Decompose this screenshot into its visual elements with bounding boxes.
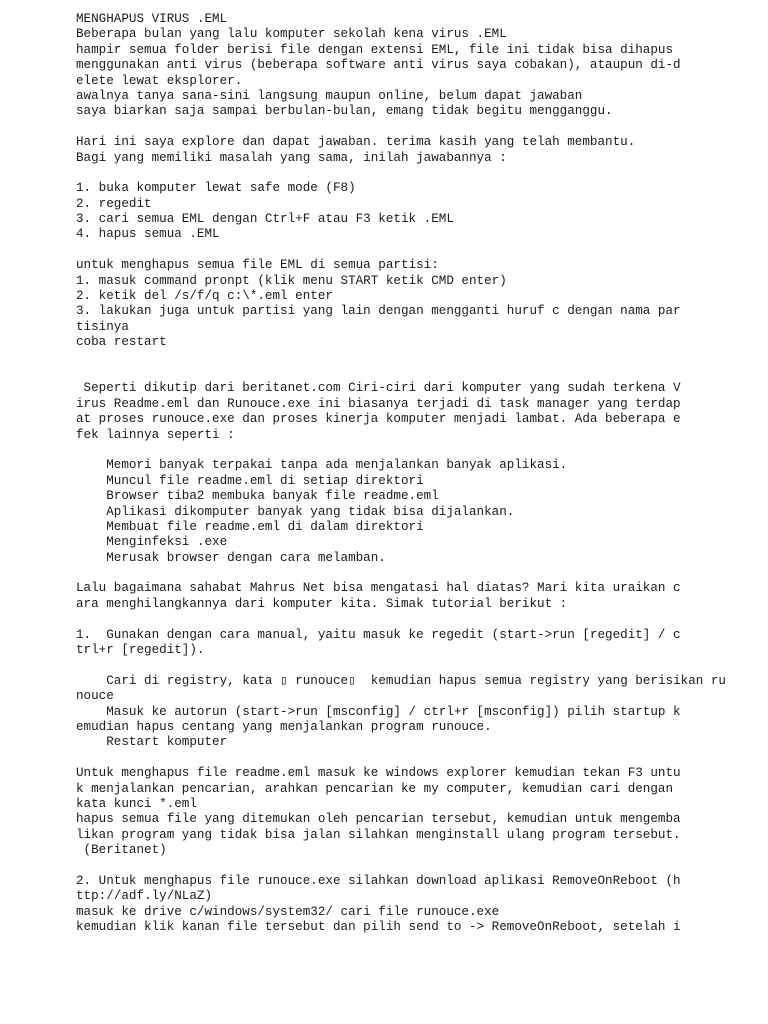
doc-line	[76, 751, 756, 766]
doc-line: untuk menghapus semua file EML di semua partisi:	[76, 258, 439, 273]
doc-line: Beberapa bulan yang lalu komputer sekolah kena virus .EML	[76, 27, 507, 42]
doc-line: hampir semua folder berisi file dengan extensi EML, file ini tidak bisa dihapus	[76, 42, 674, 57]
doc-line	[76, 566, 756, 581]
doc-line: 2. ketik del /s/f/q c:\*.eml enter	[76, 289, 333, 304]
doc-line: masuk ke drive c/windows/system32/ cari file runouce.exe	[76, 904, 500, 919]
doc-line	[76, 120, 756, 135]
doc-line: saya biarkan saja sampai berbulan-bulan, emang tidak begitu mengganggu.	[76, 104, 613, 119]
doc-line: kata kunci *.eml	[76, 796, 197, 811]
doc-line: k menjalankan pencarian, arahkan pencarian ke my computer, kemudian cari dengan	[76, 781, 674, 796]
doc-line: ttp://adf.ly/NLaZ)	[76, 889, 213, 904]
doc-line: 2. Untuk menghapus file runouce.exe silahkan download aplikasi RemoveOnReboot (h	[76, 873, 681, 888]
doc-line	[76, 658, 756, 673]
doc-line	[76, 366, 756, 381]
doc-line: elete lewat eksplorer.	[76, 73, 243, 88]
doc-line: hapus semua file yang ditemukan oleh pencarian tersebut, kemudian untuk mengemba	[76, 812, 681, 827]
doc-line: Bagi yang memiliki masalah yang sama, inilah jawabannya :	[76, 150, 507, 165]
doc-line: at proses runouce.exe dan proses kinerja komputer menjadi lambat. Ada beberapa e	[76, 412, 681, 427]
doc-line: (Beritanet)	[76, 843, 167, 858]
doc-line	[76, 612, 756, 627]
doc-line: 1. buka komputer lewat safe mode (F8)	[76, 181, 356, 196]
doc-line: 3. lakukan juga untuk partisi yang lain dengan mengganti huruf c dengan nama par	[76, 304, 681, 319]
document-body	[76, 12, 756, 935]
doc-line: menggunakan anti virus (beberapa software anti virus saya cobakan), ataupun di-d	[76, 58, 681, 73]
doc-line: awalnya tanya sana-sini langsung maupun online, belum dapat jawaban	[76, 88, 583, 103]
doc-line: likan program yang tidak bisa jalan silahkan menginstall ulang program tersebut.	[76, 827, 681, 842]
doc-line: coba restart	[76, 335, 167, 350]
doc-line: nouce	[76, 689, 114, 704]
doc-line: 2. regedit	[76, 196, 152, 211]
doc-line: Muncul file readme.eml di setiap direktori	[76, 473, 424, 488]
doc-line: Memori banyak terpakai tanpa ada menjalankan banyak aplikasi.	[76, 458, 568, 473]
doc-line: Aplikasi dikomputer banyak yang tidak bisa dijalankan.	[76, 504, 515, 519]
doc-line	[76, 351, 756, 366]
doc-line: 1. masuk command pronpt (klik menu START ketik CMD enter)	[76, 273, 507, 288]
doc-line: Untuk menghapus file readme.eml masuk ke windows explorer kemudian tekan F3 untu	[76, 766, 681, 781]
doc-line: 4. hapus semua .EML	[76, 227, 220, 242]
doc-line: emudian hapus centang yang menjalankan program runouce.	[76, 719, 492, 734]
doc-line	[76, 858, 756, 873]
doc-line: irus Readme.eml dan Runouce.exe ini biasanya terjadi di task manager yang terdap	[76, 396, 681, 411]
doc-line: Membuat file readme.eml di dalam direktori	[76, 519, 424, 534]
doc-line: Menginfeksi .exe	[76, 535, 228, 550]
doc-line: Cari di registry, kata ▯ runouce▯ kemudian hapus semua registry yang berisikan ru	[76, 673, 726, 688]
doc-line: 3. cari semua EML dengan Ctrl+F atau F3 ketik .EML	[76, 212, 454, 227]
doc-line	[76, 443, 756, 458]
doc-line: Lalu bagaimana sahabat Mahrus Net bisa mengatasi hal diatas? Mari kita uraikan c	[76, 581, 681, 596]
doc-line: fek lainnya seperti :	[76, 427, 235, 442]
doc-line: 1. Gunakan dengan cara manual, yaitu masuk ke regedit (start->run [regedit] / c	[76, 627, 681, 642]
doc-line: Browser tiba2 membuka banyak file readme.eml	[76, 489, 439, 504]
doc-line: trl+r [regedit]).	[76, 643, 205, 658]
doc-line	[76, 166, 756, 181]
doc-line: MENGHAPUS VIRUS .EML	[76, 12, 228, 26]
doc-line	[76, 243, 756, 258]
doc-line: ara menghilangkannya dari komputer kita. Simak tutorial berikut :	[76, 596, 568, 611]
doc-line: Restart komputer	[76, 735, 228, 750]
doc-line: Masuk ke autorun (start->run [msconfig] / ctrl+r [msconfig]) pilih startup k	[76, 704, 681, 719]
doc-line: kemudian klik kanan file tersebut dan pilih send to -> RemoveOnReboot, setelah i	[76, 920, 681, 935]
doc-line: Hari ini saya explore dan dapat jawaban. terima kasih yang telah membantu.	[76, 135, 636, 150]
doc-line: Seperti dikutip dari beritanet.com Ciri-ciri dari komputer yang sudah terkena V	[76, 381, 681, 396]
doc-line: Merusak browser dengan cara melamban.	[76, 550, 386, 565]
doc-line: tisinya	[76, 319, 129, 334]
